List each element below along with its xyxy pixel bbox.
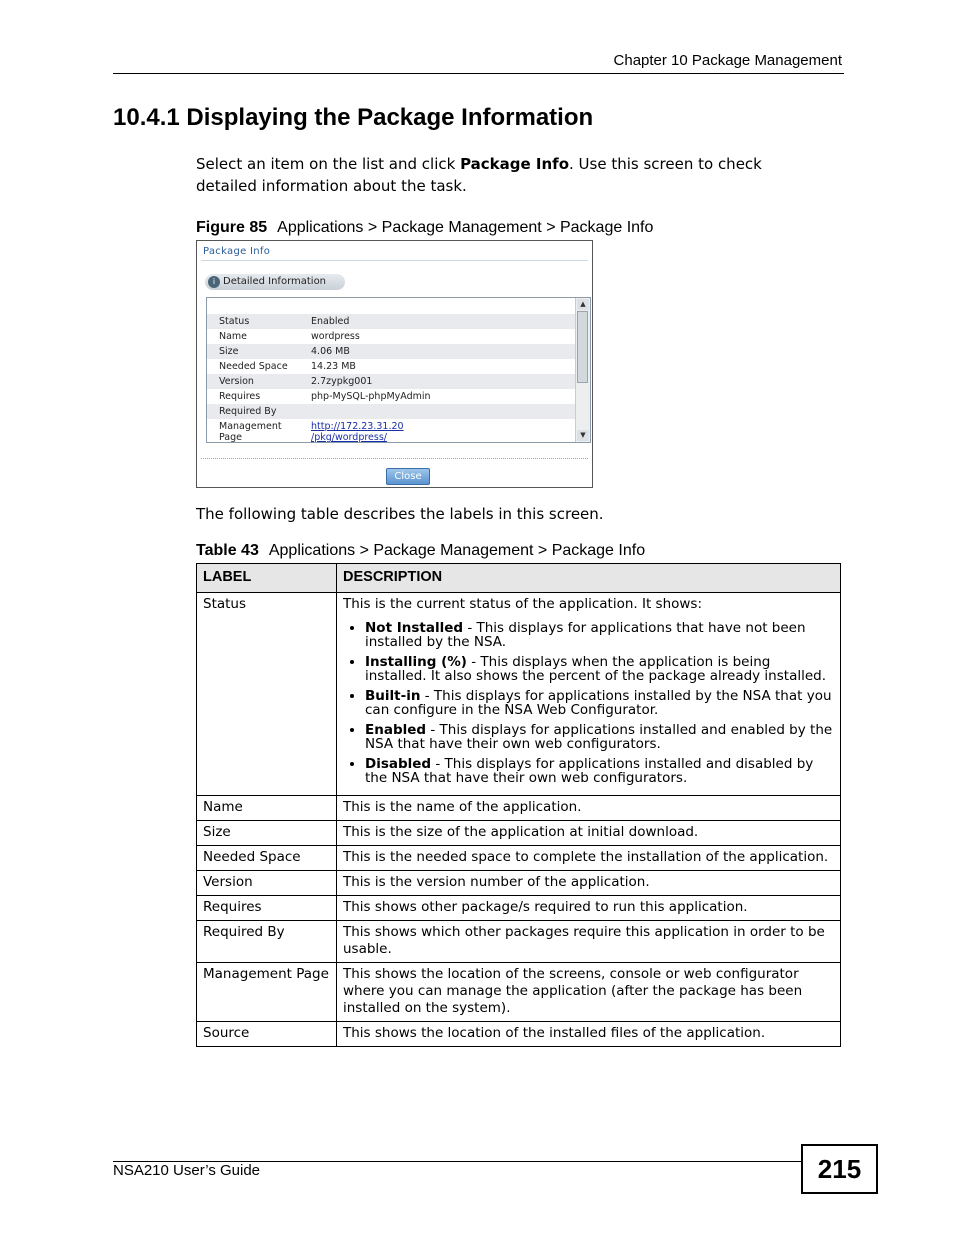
scrollbar[interactable] [575, 298, 590, 442]
detail-row-needed-space: Needed Space 14.23 MB [219, 361, 356, 372]
table-row [197, 1022, 841, 1047]
management-page-link-path[interactable]: /pkg/wordpress/ [311, 432, 387, 443]
intro-text-pre: Select an item on the list and click [196, 155, 461, 173]
table-row [197, 796, 841, 821]
row-description: This shows which other packages require this application in order to be usable. [337, 921, 841, 963]
figure-label: Figure 85 [196, 219, 268, 236]
table-intro: The following table describes the labels in this screen. [196, 505, 604, 523]
row-description: This shows other package/s required to run this application. [337, 896, 841, 921]
intro-paragraph [196, 153, 816, 197]
scroll-up-icon[interactable]: ▲ [577, 299, 589, 310]
label-description-table [196, 563, 841, 1047]
detail-row-status: Status Enabled [207, 314, 576, 329]
table-header-row [197, 564, 841, 593]
chapter-header: Chapter 10 Package Management [613, 52, 842, 69]
table-row [197, 921, 841, 963]
row-description: This is the version number of the application. [337, 871, 841, 896]
detail-row-name: Name wordpress [219, 331, 360, 342]
figure-caption [196, 219, 653, 237]
detail-list [206, 297, 591, 443]
table-row [197, 896, 841, 921]
list-item: • Built-in - This displays for applications installed by the NSA that you can configure in the NSA Web Configurator. [365, 689, 834, 717]
row-description [337, 593, 841, 796]
header-description: DESCRIPTION [337, 564, 841, 593]
row-label: Status [197, 593, 337, 796]
row-label: Version [197, 871, 337, 896]
row-label: Size [197, 821, 337, 846]
row-description: This is the size of the application at initial download. [337, 821, 841, 846]
row-label: Name [197, 796, 337, 821]
row-description: This is the name of the application. [337, 796, 841, 821]
table-caption-text: Applications > Package Management > Package Info [268, 542, 646, 559]
list-item: • Not Installed - This displays for applications that have not been installed by the NSA. [365, 621, 834, 649]
header-rule [113, 73, 844, 74]
management-page-link[interactable]: http://172.23.31.20 [311, 421, 404, 432]
detail-row-required-by: Required By [207, 404, 576, 419]
list-item: • Disabled - This displays for applications installed and disabled by the NSA that have their own web configurators. [365, 757, 834, 785]
page-number: 215 [801, 1144, 878, 1194]
info-icon: i [208, 276, 220, 288]
window-title: Package Info [203, 246, 271, 257]
detailed-information-group [205, 274, 345, 290]
table-row [197, 846, 841, 871]
row-label: Required By [197, 921, 337, 963]
status-list [343, 621, 834, 785]
row-description: This shows the location of the screens, console or web configurator where you can manage the application (after the package has been installed on the system). [337, 963, 841, 1022]
close-button[interactable]: Close [386, 468, 430, 485]
detail-row-requires: Requires php-MySQL-phpMyAdmin [219, 391, 431, 402]
row-description: This shows the location of the installed files of the application. [337, 1022, 841, 1047]
status-intro: This is the current status of the application. It shows: [343, 596, 703, 612]
table-row [197, 963, 841, 1022]
detail-row-management-page: Management Page http://172.23.31.20 /pkg/wordpress/ [219, 421, 404, 443]
detail-row-version: Version 2.7zypkg001 [207, 374, 576, 389]
intro-text-bold: Package Info [460, 155, 570, 173]
table-row [197, 821, 841, 846]
header-label: LABEL [197, 564, 337, 593]
list-item: • Installing (%) - This displays when the application is being installed. It also shows the percent of the package already installed. [365, 655, 834, 683]
footer-guide-title: NSA210 User’s Guide [113, 1162, 261, 1179]
figure-caption-text: Applications > Package Management > Package Info [277, 219, 654, 236]
detail-rows [207, 314, 576, 443]
intro-text-post: . Use this screen to check detailed information about the task. [196, 155, 762, 195]
table-row [197, 593, 841, 796]
section-title: 10.4.1 Displaying the Package Information [113, 104, 594, 131]
table-caption [196, 542, 645, 560]
row-description: This is the needed space to complete the installation of the application. [337, 846, 841, 871]
package-info-screenshot [196, 240, 593, 488]
scroll-down-icon[interactable]: ▼ [577, 430, 589, 441]
window-separator [201, 458, 588, 459]
row-label: Requires [197, 896, 337, 921]
scroll-thumb[interactable] [577, 311, 588, 383]
table-label: Table 43 [196, 542, 259, 559]
table-row [197, 871, 841, 896]
row-label: Source [197, 1022, 337, 1047]
list-item: • Enabled - This displays for applications installed and enabled by the NSA that have their own web configurators. [365, 723, 834, 751]
group-label: Detailed Information [223, 276, 327, 287]
window-title-rule [201, 260, 588, 261]
row-label: Needed Space [197, 846, 337, 871]
row-label: Management Page [197, 963, 337, 1022]
detail-row-size: Size 4.06 MB [207, 344, 576, 359]
